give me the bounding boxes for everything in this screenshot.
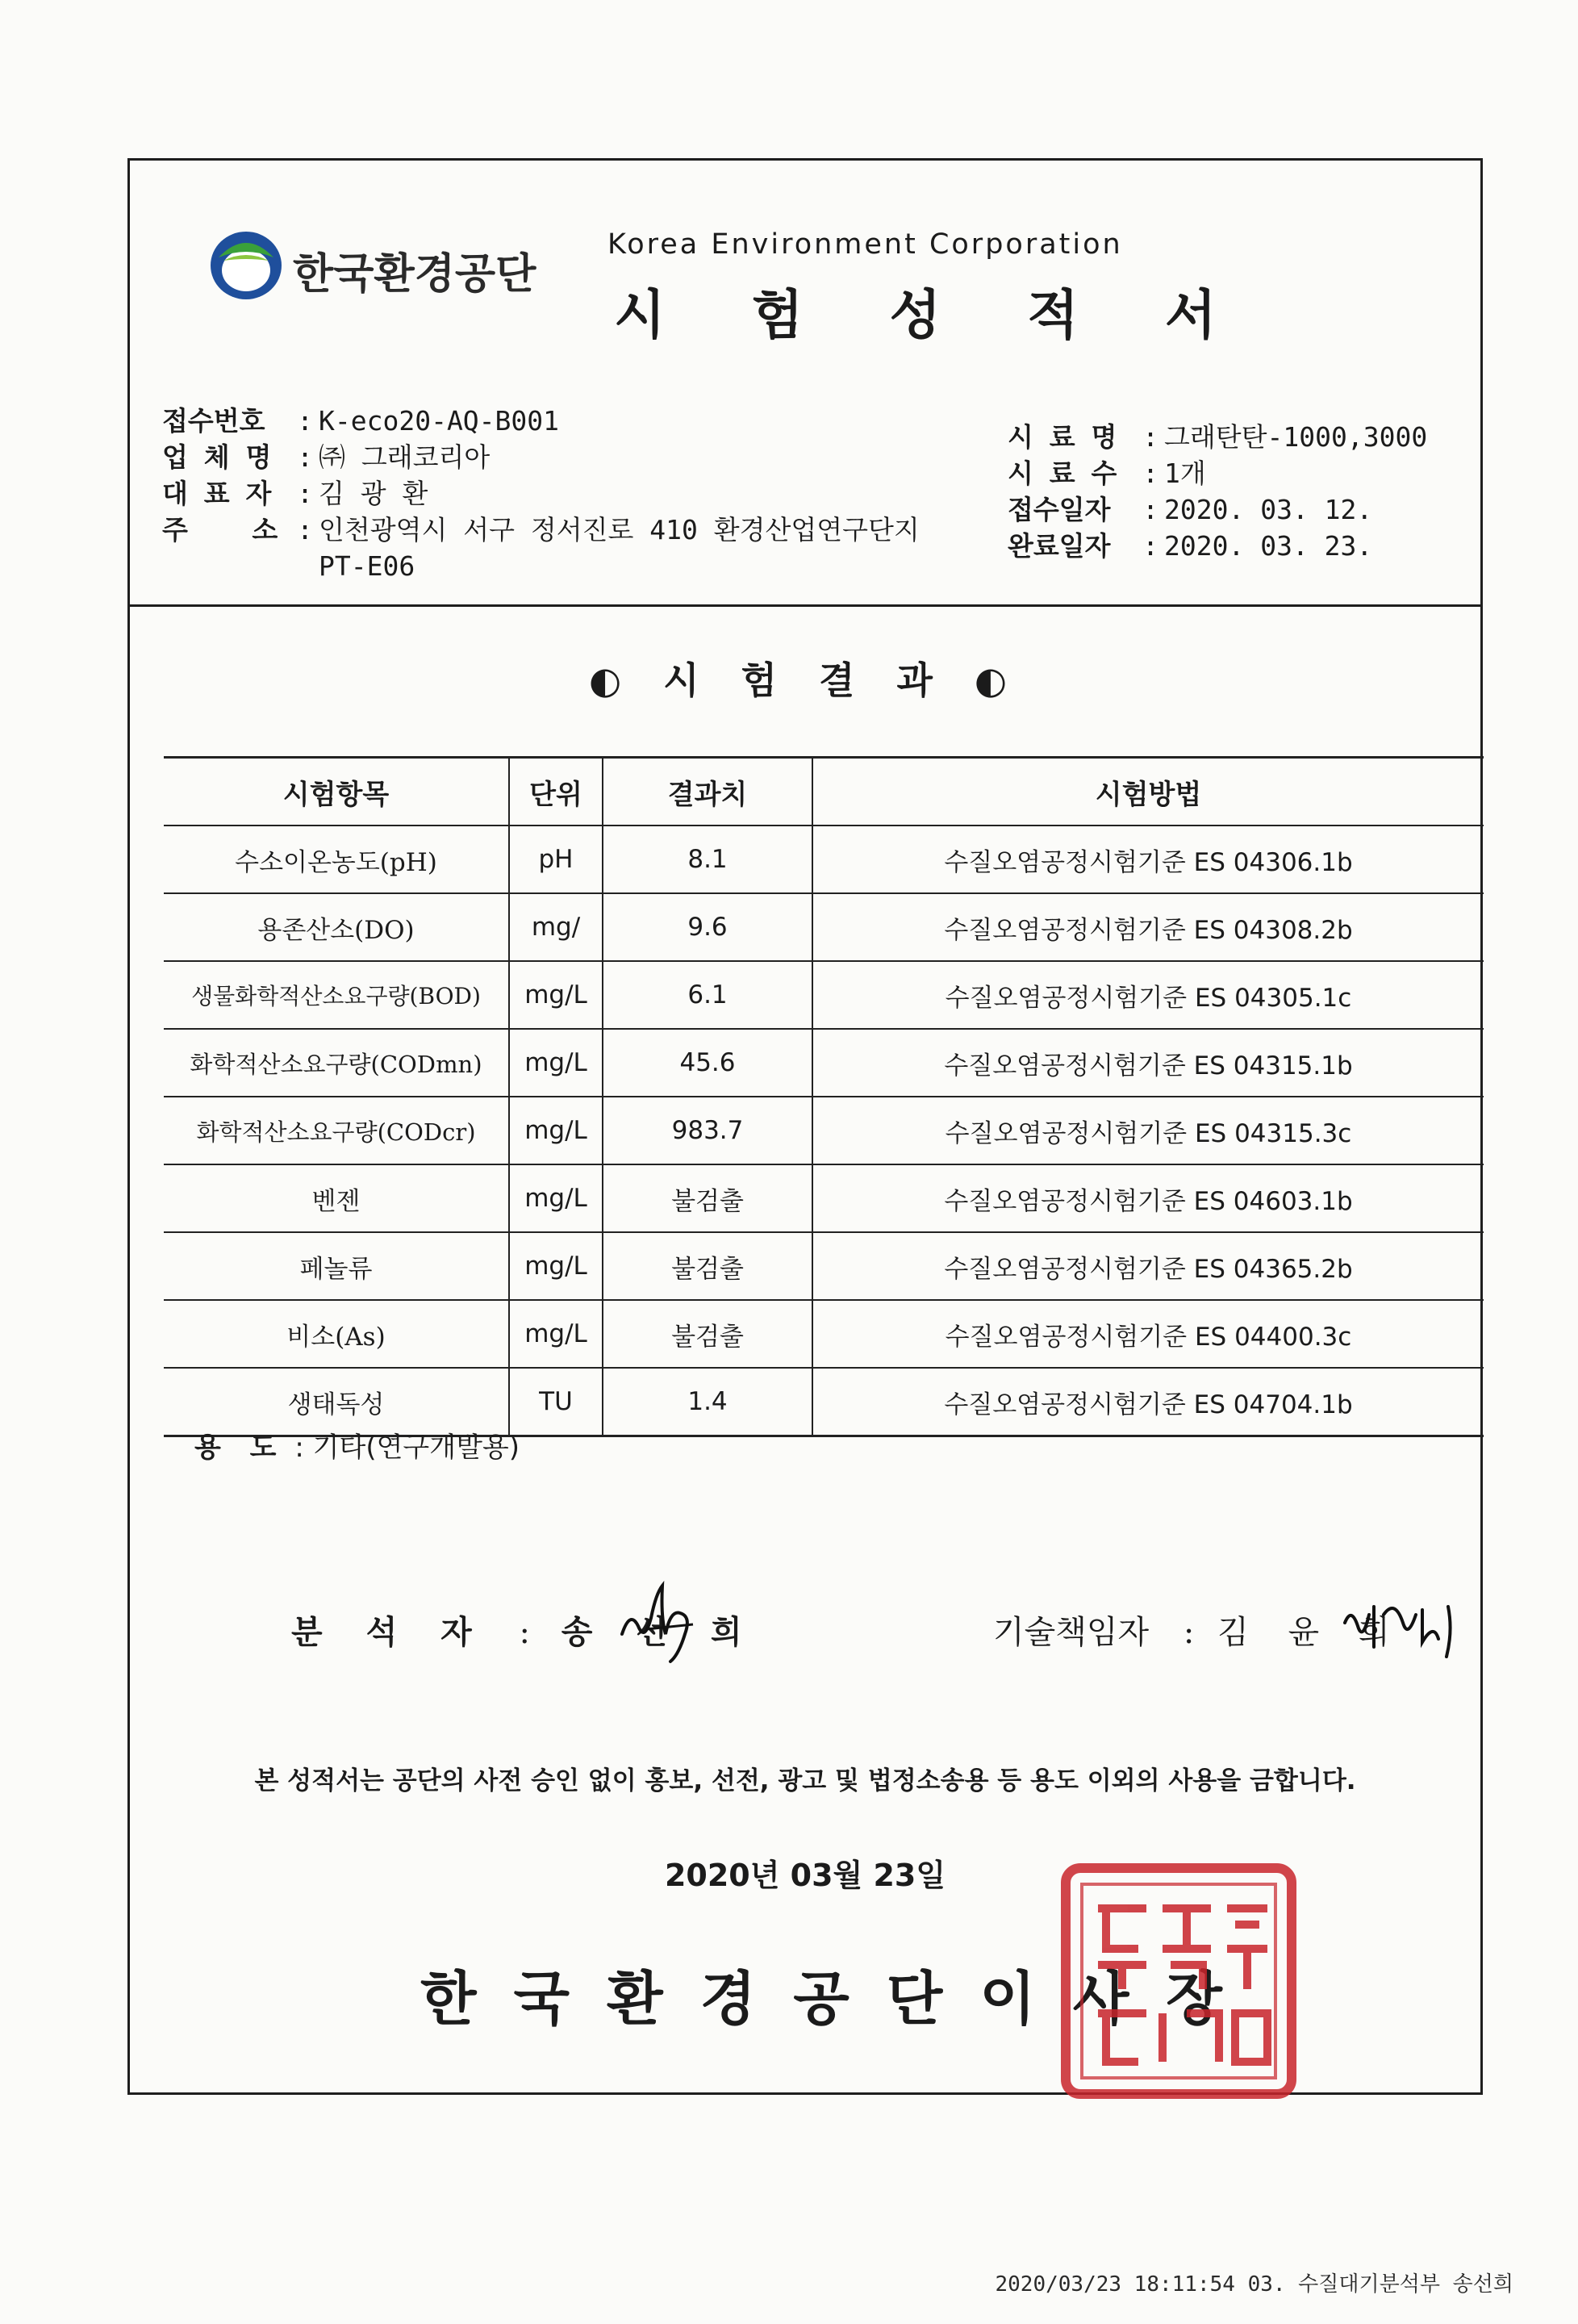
analyst-colon: : (519, 1614, 530, 1651)
cell-item: 생태독성 (164, 1368, 509, 1436)
table-row (164, 1164, 1484, 1232)
cell-item: 화학적산소요구량(CODmn) (164, 1029, 509, 1097)
cell-value: 불검출 (603, 1164, 812, 1232)
usage-value: 기타(연구개발용) (312, 1432, 520, 1464)
cell-method: 수질오염공정시험기준 ES 04704.1b (812, 1368, 1484, 1436)
colon: : (297, 478, 313, 509)
cell-unit: mg/L (509, 1097, 603, 1164)
cell-method: 수질오염공정시험기준 ES 04305.1c (812, 961, 1484, 1029)
cell-method: 수질오염공정시험기준 ES 04315.3c (812, 1097, 1484, 1164)
address-row (162, 512, 920, 548)
cell-item: 벤젠 (164, 1164, 509, 1232)
representative-label: 대 표 자 (162, 478, 272, 509)
tech-signature-icon (1338, 1590, 1467, 1663)
org-name-english: Korea Environment Corporation (607, 228, 1123, 261)
cell-unit: mg/ (509, 893, 603, 961)
cell-item: 생물화학적산소요구량(BOD) (164, 961, 509, 1029)
cell-method: 수질오염공정시험기준 ES 04308.2b (812, 893, 1484, 961)
cell-item: 용존산소(DO) (164, 893, 509, 961)
received-date-row (1008, 491, 1427, 528)
cell-unit: mg/L (509, 1300, 603, 1368)
cell-value: 6.1 (603, 961, 812, 1029)
cell-value: 983.7 (603, 1097, 812, 1164)
cell-method: 수질오염공정시험기준 ES 04603.1b (812, 1164, 1484, 1232)
table-row (164, 961, 1484, 1029)
reception-no-label: 접수번호 (162, 405, 265, 437)
official-seal-icon (1058, 1860, 1300, 2102)
analyst-signature-icon (614, 1578, 711, 1666)
header-divider (130, 604, 1480, 607)
korea-environment-logo-icon (207, 225, 285, 303)
sample-name-row (1008, 419, 1427, 455)
usage-notice: 본 성적서는 공단의 사전 승인 없이 홍보, 선전, 광고 및 법정소송용 등 용도 이외의 사용을 금합니다. (254, 1766, 1356, 1795)
header-item: 시험항목 (164, 758, 509, 826)
sample-name-label: 시 료 명 (1008, 421, 1117, 453)
address-label: 주 소 (162, 514, 278, 545)
cell-value: 1.4 (603, 1368, 812, 1436)
cell-unit: pH (509, 826, 603, 893)
cell-value: 불검출 (603, 1300, 812, 1368)
header-value: 결과치 (603, 758, 812, 826)
sample-name-value: 그래탄탄-1000,3000 (1164, 421, 1428, 453)
cell-value: 45.6 (603, 1029, 812, 1097)
usage-label: 용 도 (194, 1432, 286, 1464)
table-row (164, 826, 1484, 893)
cell-value: 9.6 (603, 893, 812, 961)
colon: : (297, 405, 313, 437)
cell-unit: TU (509, 1368, 603, 1436)
table-row (164, 1232, 1484, 1300)
colon: : (297, 441, 313, 473)
reception-no-value: K-eco20-AQ-B001 (319, 405, 560, 437)
received-date-value: 2020. 03. 12. (1164, 494, 1373, 525)
tech-name: 김 윤 희 (1217, 1614, 1405, 1651)
address-line1: 인천광역시 서구 정서진로 410 환경산업연구단지 (319, 514, 920, 545)
table-header-row (164, 758, 1484, 826)
analyst-label: 분 석 자 (291, 1613, 488, 1651)
cell-item: 비소(As) (164, 1300, 509, 1368)
cell-item: 페놀류 (164, 1232, 509, 1300)
sample-info (1008, 419, 1427, 564)
table-row (164, 1300, 1484, 1368)
cell-unit: mg/L (509, 1029, 603, 1097)
cell-method: 수질오염공정시험기준 ES 04306.1b (812, 826, 1484, 893)
colon: : (1142, 421, 1158, 453)
cell-method: 수질오염공정시험기준 ES 04365.2b (812, 1232, 1484, 1300)
header-unit: 단위 (509, 758, 603, 826)
completed-date-label: 완료일자 (1008, 530, 1111, 562)
sample-count-value: 1개 (1164, 458, 1206, 489)
usage-line (194, 1425, 520, 1465)
colon: : (297, 514, 313, 545)
cell-unit: mg/L (509, 1232, 603, 1300)
address-line2: PT-E06 (319, 550, 415, 582)
sample-count-row (1008, 455, 1427, 491)
cell-value: 8.1 (603, 826, 812, 893)
company-label: 업 체 명 (162, 441, 272, 473)
sample-count-label: 시 료 수 (1008, 458, 1117, 489)
completed-date-value: 2020. 03. 23. (1164, 530, 1373, 562)
tech-label: 기술책임자 (993, 1614, 1150, 1651)
cell-item: 화학적산소요구량(CODcr) (164, 1097, 509, 1164)
issue-date: 2020년 03월 23일 (664, 1858, 946, 1893)
colon: : (1142, 458, 1158, 489)
cell-unit: mg/L (509, 961, 603, 1029)
cell-item: 수소이온농도(pH) (164, 826, 509, 893)
representative-value: 김 광 환 (319, 478, 428, 509)
table-row (164, 893, 1484, 961)
table-row (164, 1097, 1484, 1164)
table-row (164, 1029, 1484, 1097)
document-title: 시 험 성 적 서 (614, 283, 1250, 346)
received-date-label: 접수일자 (1008, 494, 1111, 525)
certificate-frame (127, 158, 1483, 2095)
completed-date-row (1008, 528, 1427, 564)
representative-row (162, 475, 920, 512)
org-name-korean: 한국환경공단 (293, 250, 536, 299)
company-row (162, 439, 920, 475)
company-value: ㈜ 그래코리아 (319, 441, 491, 473)
reception-no-row (162, 403, 920, 439)
tech-colon: : (1183, 1614, 1195, 1651)
cell-value: 불검출 (603, 1232, 812, 1300)
applicant-info (162, 403, 920, 584)
colon: : (1142, 494, 1158, 525)
analyst-name: 송 선 희 (561, 1613, 758, 1651)
issuer-title: 한국환경공단이사장 (420, 1964, 1259, 2033)
org-logo (207, 225, 546, 306)
cell-unit: mg/L (509, 1164, 603, 1232)
usage-colon: : (294, 1432, 304, 1464)
results-table (164, 756, 1484, 1437)
colon: : (1142, 530, 1158, 562)
cell-method: 수질오염공정시험기준 ES 04315.1b (812, 1029, 1484, 1097)
header-method: 시험방법 (812, 758, 1484, 826)
cell-method: 수질오염공정시험기준 ES 04400.3c (812, 1300, 1484, 1368)
results-title: ◐ 시 험 결 과 ◐ (588, 658, 1022, 702)
print-footer: 2020/03/23 18:11:54 03. 수질대기분석부 송선희 (995, 2272, 1513, 2297)
